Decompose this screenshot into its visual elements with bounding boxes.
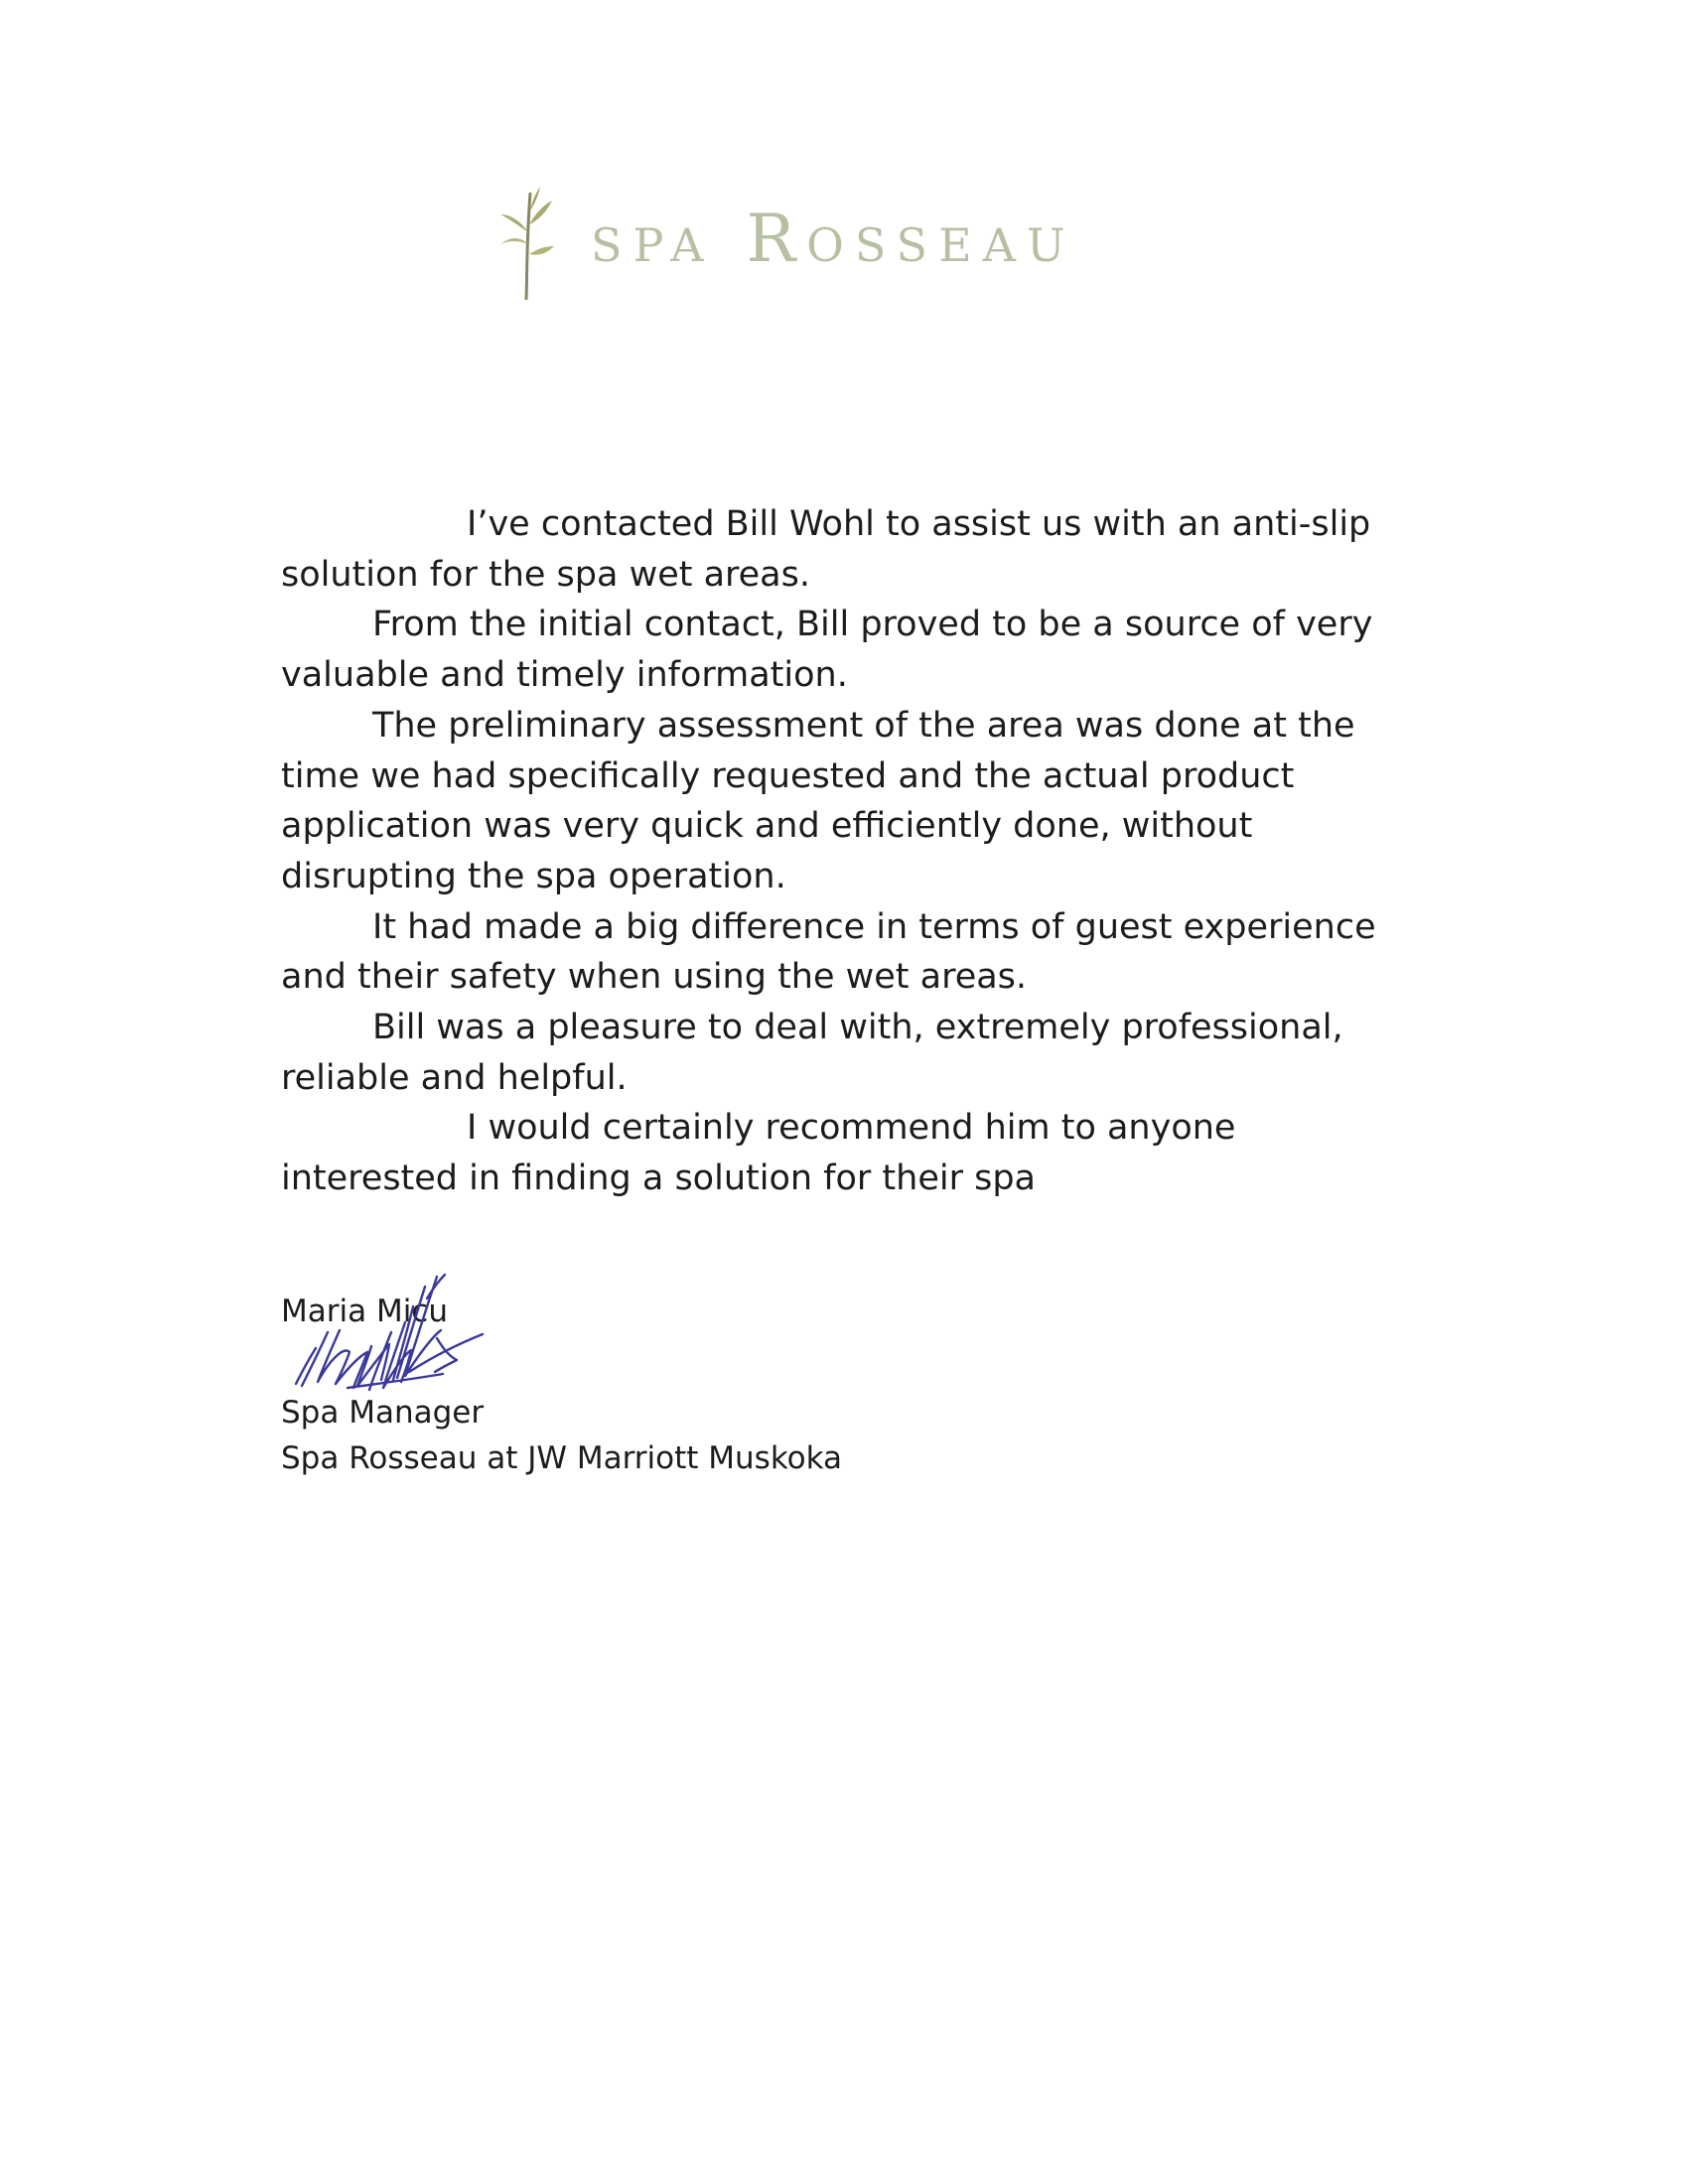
paragraph: The preliminary assessment of the area was done at the time we had specifically requested and the actual product application was very quick and efficiently done, without disrupting the spa operation.: [281, 705, 1355, 896]
signer-title: Spa Manager: [281, 1395, 485, 1431]
bamboo-sprig-icon: [496, 185, 556, 302]
signer-name: Maria Micu: [281, 1294, 449, 1329]
paragraph: I would certainly recommend him to anyone interested in finding a solution for their spa: [281, 1108, 1236, 1199]
paragraph: From the initial contact, Bill proved to be a source of very valuable and timely information.: [281, 605, 1373, 696]
paragraph: Bill was a pleasure to deal with, extremely professional, reliable and helpful.: [281, 1008, 1343, 1098]
paragraph: It had made a big difference in terms of guest experience and their safety when using the wet areas.: [281, 906, 1376, 998]
letterhead: [496, 179, 1211, 308]
signer-organization: Spa Rosseau at JW Marriott Muskoka: [281, 1440, 843, 1476]
handwritten-signature: [288, 1269, 566, 1408]
brand-name: spa Rosseau: [591, 201, 1076, 277]
letter-body: [281, 499, 1393, 1204]
paragraph: I’ve contacted Bill Wohl to assist us with an anti-slip solution for the spa wet areas.: [281, 504, 1371, 595]
